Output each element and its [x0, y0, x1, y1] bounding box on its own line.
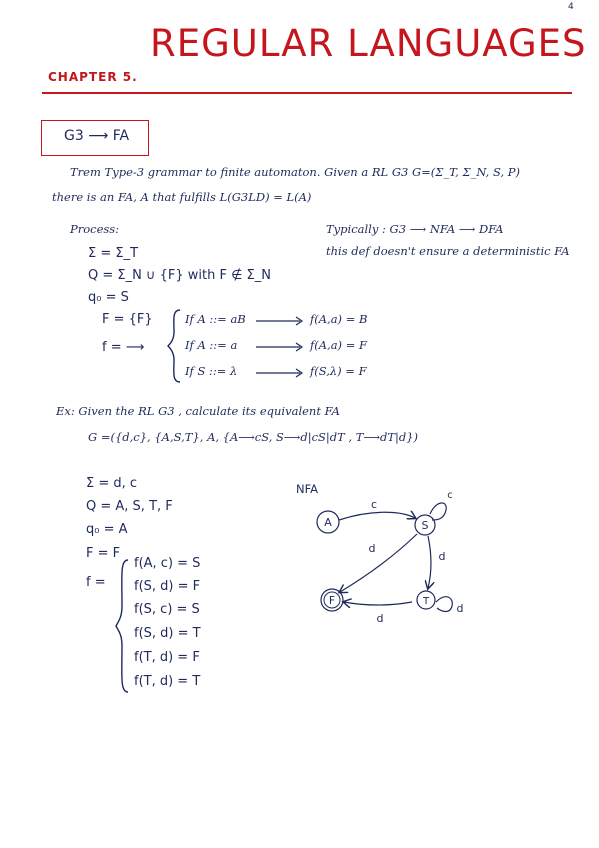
process-states: Q = Σ_N ∪ {F} with F ∉ Σ_N — [88, 268, 271, 283]
edge-s-to-t — [428, 536, 431, 588]
edge-a-to-s — [339, 512, 415, 520]
nfa-title: NFA — [296, 482, 319, 496]
title-underline — [42, 92, 572, 94]
transition-2: f(S, d) = F — [134, 579, 201, 594]
process-sigma: Σ = Σ_T — [88, 246, 139, 261]
nfa-state-a-label: A — [324, 516, 332, 529]
edge-a-to-s-label: c — [370, 498, 378, 511]
example-states: Q = A, S, T, F — [86, 499, 173, 514]
edge-t-loop-label: d — [456, 602, 464, 615]
rules-brace — [166, 306, 186, 386]
chapter-label: CHAPTER 5. — [48, 70, 138, 84]
rule-3-condition: If S ::= λ — [185, 364, 238, 378]
process-final-states: F = {F} — [102, 312, 153, 327]
transition-1: f(A, c) = S — [134, 556, 201, 571]
intro-line-1: Trem Type-3 grammar to finite automaton. Given a RL G3 G=(Σ_T, Σ_N, S, P) — [70, 165, 520, 179]
edge-s-to-f-label: d — [368, 542, 376, 555]
example-final-states: F = F — [86, 546, 121, 561]
transitions-brace — [114, 556, 132, 696]
page-number: 4 — [568, 2, 574, 12]
rule-2-condition: If A ::= a — [185, 338, 238, 352]
example-grammar: G =({d,c}, {A,S,T}, A, {A⟶cS, S⟶d|cS|dT , T⟶dT|d}) — [88, 430, 419, 444]
edge-t-to-f-label: d — [376, 612, 384, 625]
example-initial-state: q₀ = A — [86, 522, 128, 537]
edge-t-to-f — [344, 602, 412, 605]
intro-line-2: there is an FA, A that fulfills L(G3LD) = L(A) — [52, 190, 312, 204]
section-label: G3 ⟶ FA — [64, 128, 130, 144]
transition-5: f(T, d) = F — [134, 650, 200, 665]
rule-2-result: f(A,a) = F — [310, 338, 367, 352]
edge-t-loop — [436, 597, 452, 612]
process-note-2: this def doesn't ensure a deterministic FA — [326, 244, 570, 258]
rule-arrows — [252, 312, 312, 382]
example-sigma: Σ = d, c — [86, 476, 138, 491]
edge-s-to-t-label: d — [438, 550, 446, 563]
nfa-diagram — [300, 480, 480, 640]
edge-s-to-f — [340, 534, 417, 592]
example-line-1: Ex: Given the RL G3 , calculate its equivalent FA — [56, 404, 340, 418]
edge-s-loop — [430, 503, 446, 520]
nfa-state-t-label: T — [422, 596, 430, 607]
process-label: Process: — [70, 222, 120, 236]
nfa-state-s-label: S — [421, 519, 429, 532]
example-delta-label: f = — [86, 575, 106, 590]
process-note-1: Typically : G3 ⟶ NFA ⟶ DFA — [326, 222, 504, 236]
nfa-state-f-label: F — [328, 594, 336, 607]
rule-1-result: f(A,a) = B — [310, 312, 368, 326]
transition-6: f(T, d) = T — [134, 674, 201, 689]
process-initial-state: q₀ = S — [88, 290, 129, 305]
transition-4: f(S, d) = T — [134, 626, 201, 641]
rule-3-result: f(S,λ) = F — [310, 364, 367, 378]
page-title: REGULAR LANGUAGES — [150, 22, 587, 65]
transition-3: f(S, c) = S — [134, 602, 200, 617]
edge-s-loop-label: c — [447, 490, 453, 501]
rule-1-condition: If A ::= aB — [185, 312, 246, 326]
process-delta: f = ⟶ — [102, 340, 145, 355]
